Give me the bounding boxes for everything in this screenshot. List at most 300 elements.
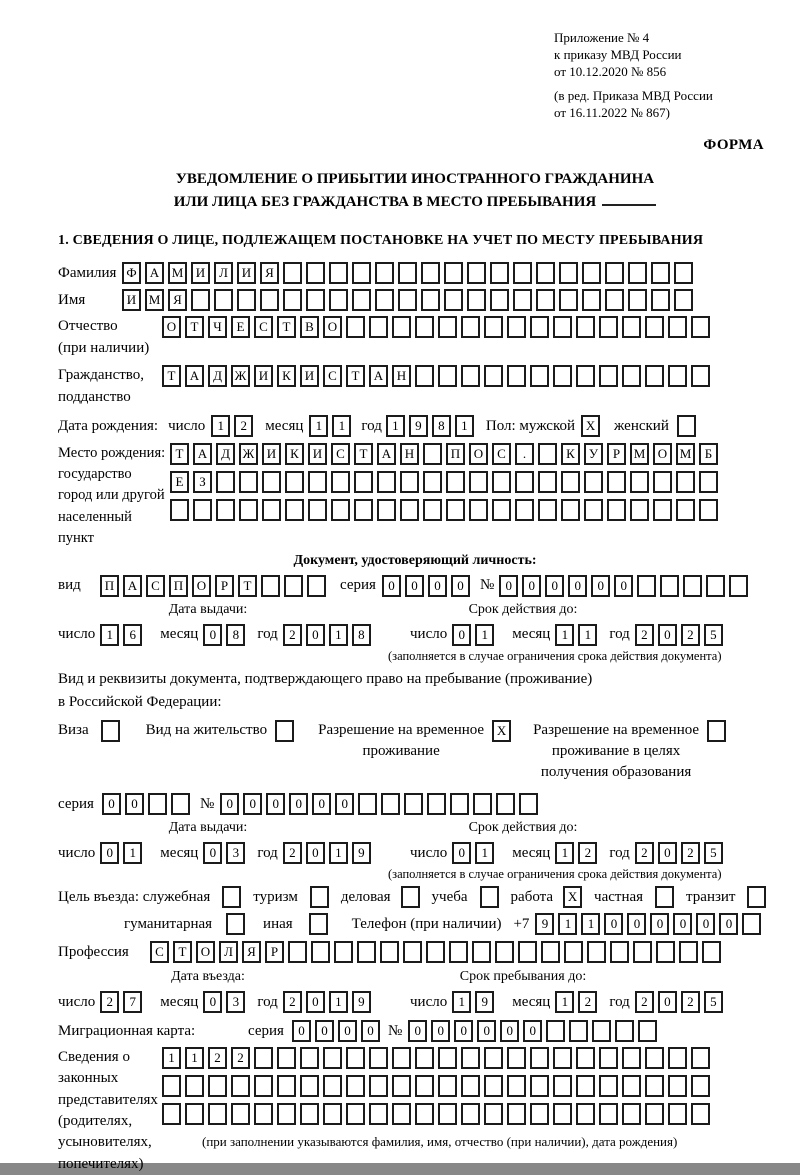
char-box[interactable] <box>162 1075 181 1097</box>
char-box[interactable] <box>653 499 672 521</box>
char-box[interactable] <box>277 1103 296 1125</box>
char-box[interactable] <box>637 575 656 597</box>
char-box[interactable]: И <box>308 443 327 465</box>
char-box[interactable] <box>449 941 468 963</box>
char-box[interactable]: 1 <box>329 842 348 864</box>
char-box[interactable] <box>446 499 465 521</box>
char-box[interactable]: Я <box>260 262 279 284</box>
char-box[interactable]: 0 <box>203 991 222 1013</box>
char-box[interactable]: М <box>145 289 164 311</box>
char-box[interactable] <box>421 262 440 284</box>
char-box[interactable] <box>415 365 434 387</box>
char-box[interactable] <box>513 289 532 311</box>
char-box[interactable] <box>592 1020 611 1042</box>
char-box[interactable] <box>628 289 647 311</box>
char-box[interactable]: Я <box>168 289 187 311</box>
char-box[interactable] <box>438 1103 457 1125</box>
char-box[interactable]: Ф <box>122 262 141 284</box>
char-box[interactable]: Р <box>215 575 234 597</box>
char-box[interactable] <box>541 941 560 963</box>
char-box[interactable] <box>329 262 348 284</box>
char-box[interactable]: 0 <box>338 1020 357 1042</box>
char-box[interactable] <box>582 289 601 311</box>
char-box[interactable] <box>538 499 557 521</box>
char-box[interactable]: Т <box>238 575 257 597</box>
char-box[interactable]: 0 <box>523 1020 542 1042</box>
char-box[interactable]: 0 <box>499 575 518 597</box>
char-box[interactable] <box>742 913 761 935</box>
char-box[interactable]: А <box>185 365 204 387</box>
char-box[interactable]: 0 <box>452 624 471 646</box>
char-box[interactable]: 1 <box>578 624 597 646</box>
char-box[interactable]: 9 <box>535 913 554 935</box>
char-box[interactable] <box>392 1075 411 1097</box>
char-box[interactable] <box>576 316 595 338</box>
char-box[interactable] <box>446 471 465 493</box>
char-box[interactable]: 0 <box>719 913 738 935</box>
char-box[interactable] <box>400 499 419 521</box>
char-box[interactable] <box>444 262 463 284</box>
char-box[interactable]: О <box>469 443 488 465</box>
char-box[interactable]: 0 <box>627 913 646 935</box>
char-box[interactable] <box>515 499 534 521</box>
char-box[interactable] <box>403 941 422 963</box>
char-box[interactable] <box>584 471 603 493</box>
char-box[interactable] <box>492 499 511 521</box>
char-box[interactable] <box>346 1047 365 1069</box>
char-box[interactable] <box>277 1075 296 1097</box>
char-box[interactable] <box>484 1047 503 1069</box>
char-box[interactable] <box>415 316 434 338</box>
char-box[interactable] <box>354 499 373 521</box>
char-box[interactable]: 8 <box>352 624 371 646</box>
char-box[interactable] <box>472 941 491 963</box>
char-box[interactable] <box>645 316 664 338</box>
char-box[interactable]: 1 <box>452 991 471 1013</box>
char-box[interactable]: 0 <box>658 991 677 1013</box>
char-box[interactable] <box>702 941 721 963</box>
char-box[interactable] <box>377 471 396 493</box>
char-box[interactable] <box>691 1047 710 1069</box>
char-box[interactable]: 2 <box>234 415 253 437</box>
char-box[interactable] <box>444 289 463 311</box>
char-box[interactable] <box>706 575 725 597</box>
char-box[interactable]: З <box>193 471 212 493</box>
char-box[interactable] <box>553 1103 572 1125</box>
char-box[interactable]: К <box>285 443 304 465</box>
char-box[interactable] <box>674 262 693 284</box>
char-box[interactable]: 2 <box>681 624 700 646</box>
char-box[interactable] <box>683 575 702 597</box>
char-box[interactable]: 2 <box>578 842 597 864</box>
char-box[interactable] <box>691 1103 710 1125</box>
char-box[interactable]: П <box>100 575 119 597</box>
char-box[interactable] <box>309 913 328 935</box>
char-box[interactable] <box>467 262 486 284</box>
char-box[interactable]: 9 <box>409 415 428 437</box>
char-box[interactable] <box>674 289 693 311</box>
char-box[interactable] <box>254 1047 273 1069</box>
char-box[interactable] <box>507 1075 526 1097</box>
char-box[interactable]: 5 <box>704 842 723 864</box>
char-box[interactable]: 1 <box>332 415 351 437</box>
char-box[interactable] <box>185 1075 204 1097</box>
char-box[interactable] <box>538 443 557 465</box>
char-box[interactable]: Е <box>231 316 250 338</box>
char-box[interactable] <box>191 289 210 311</box>
char-box[interactable] <box>582 262 601 284</box>
char-box[interactable] <box>615 1020 634 1042</box>
char-box[interactable] <box>346 1075 365 1097</box>
char-box[interactable] <box>352 289 371 311</box>
char-box[interactable] <box>599 1047 618 1069</box>
char-box[interactable] <box>357 941 376 963</box>
char-box[interactable] <box>668 1103 687 1125</box>
char-box[interactable] <box>423 471 442 493</box>
char-box[interactable] <box>530 1047 549 1069</box>
char-box[interactable] <box>633 941 652 963</box>
char-box[interactable] <box>392 1103 411 1125</box>
char-box[interactable]: П <box>446 443 465 465</box>
char-box[interactable] <box>331 471 350 493</box>
char-box[interactable]: 2 <box>100 991 119 1013</box>
char-box[interactable] <box>421 289 440 311</box>
char-box[interactable]: О <box>196 941 215 963</box>
char-box[interactable] <box>404 793 423 815</box>
char-box[interactable] <box>469 471 488 493</box>
char-box[interactable] <box>285 499 304 521</box>
char-box[interactable]: 0 <box>500 1020 519 1042</box>
char-box[interactable] <box>170 499 189 521</box>
char-box[interactable]: 0 <box>696 913 715 935</box>
char-box[interactable]: 5 <box>704 624 723 646</box>
char-box[interactable]: 0 <box>125 793 144 815</box>
char-box[interactable] <box>484 1103 503 1125</box>
char-box[interactable] <box>747 886 766 908</box>
char-box[interactable]: 1 <box>185 1047 204 1069</box>
char-box[interactable]: А <box>369 365 388 387</box>
char-box[interactable]: В <box>300 316 319 338</box>
char-box[interactable]: 0 <box>408 1020 427 1042</box>
char-box[interactable]: 0 <box>306 991 325 1013</box>
char-box[interactable]: М <box>676 443 695 465</box>
char-box[interactable] <box>651 262 670 284</box>
char-box[interactable]: 0 <box>335 793 354 815</box>
char-box[interactable] <box>553 1047 572 1069</box>
char-box[interactable] <box>308 499 327 521</box>
char-box[interactable] <box>484 365 503 387</box>
char-box[interactable] <box>308 471 327 493</box>
char-box[interactable]: 0 <box>451 575 470 597</box>
char-box[interactable] <box>530 316 549 338</box>
char-box[interactable] <box>622 1075 641 1097</box>
char-box[interactable]: 5 <box>704 991 723 1013</box>
char-box[interactable] <box>467 289 486 311</box>
char-box[interactable]: 1 <box>386 415 405 437</box>
char-box[interactable] <box>553 1075 572 1097</box>
char-box[interactable]: О <box>323 316 342 338</box>
char-box[interactable] <box>622 1047 641 1069</box>
char-box[interactable] <box>605 262 624 284</box>
char-box[interactable] <box>398 262 417 284</box>
char-box[interactable]: Ж <box>231 365 250 387</box>
char-box[interactable] <box>306 289 325 311</box>
char-box[interactable] <box>561 499 580 521</box>
char-box[interactable]: А <box>145 262 164 284</box>
char-box[interactable] <box>530 365 549 387</box>
char-box[interactable] <box>329 289 348 311</box>
char-box[interactable] <box>607 499 626 521</box>
char-box[interactable] <box>369 316 388 338</box>
char-box[interactable] <box>536 289 555 311</box>
char-box[interactable]: 0 <box>382 575 401 597</box>
char-box[interactable] <box>668 1075 687 1097</box>
char-box[interactable] <box>208 1103 227 1125</box>
char-box[interactable] <box>628 262 647 284</box>
char-box[interactable] <box>507 316 526 338</box>
char-box[interactable] <box>469 499 488 521</box>
char-box[interactable] <box>599 1075 618 1097</box>
char-box[interactable] <box>401 886 420 908</box>
char-box[interactable] <box>645 1075 664 1097</box>
char-box[interactable] <box>676 471 695 493</box>
char-box[interactable] <box>285 471 304 493</box>
char-box[interactable] <box>226 913 245 935</box>
char-box[interactable]: 0 <box>266 793 285 815</box>
char-box[interactable]: 0 <box>100 842 119 864</box>
char-box[interactable]: 2 <box>635 624 654 646</box>
char-box[interactable] <box>193 499 212 521</box>
char-box[interactable] <box>423 443 442 465</box>
char-box[interactable]: 0 <box>292 1020 311 1042</box>
char-box[interactable] <box>622 316 641 338</box>
char-box[interactable]: Л <box>214 262 233 284</box>
char-box[interactable]: 2 <box>681 842 700 864</box>
char-box[interactable] <box>239 499 258 521</box>
char-box[interactable] <box>231 1075 250 1097</box>
char-box[interactable] <box>392 1047 411 1069</box>
char-box[interactable]: 8 <box>432 415 451 437</box>
char-box[interactable] <box>284 575 303 597</box>
char-box[interactable]: 0 <box>673 913 692 935</box>
char-box[interactable]: Ж <box>239 443 258 465</box>
char-box[interactable]: X <box>581 415 600 437</box>
char-box[interactable]: 1 <box>309 415 328 437</box>
char-box[interactable] <box>538 471 557 493</box>
char-box[interactable]: 2 <box>208 1047 227 1069</box>
char-box[interactable] <box>660 575 679 597</box>
char-box[interactable] <box>473 793 492 815</box>
char-box[interactable]: 3 <box>226 991 245 1013</box>
char-box[interactable] <box>729 575 748 597</box>
char-box[interactable]: Д <box>216 443 235 465</box>
char-box[interactable]: Д <box>208 365 227 387</box>
char-box[interactable] <box>275 720 294 742</box>
char-box[interactable]: Л <box>219 941 238 963</box>
char-box[interactable] <box>369 1103 388 1125</box>
char-box[interactable]: 0 <box>306 624 325 646</box>
char-box[interactable] <box>231 1103 250 1125</box>
char-box[interactable]: Я <box>242 941 261 963</box>
char-box[interactable]: 1 <box>123 842 142 864</box>
char-box[interactable] <box>655 886 674 908</box>
char-box[interactable] <box>185 1103 204 1125</box>
char-box[interactable] <box>101 720 120 742</box>
char-box[interactable] <box>162 1103 181 1125</box>
char-box[interactable]: 0 <box>650 913 669 935</box>
char-box[interactable] <box>630 499 649 521</box>
char-box[interactable]: X <box>492 720 511 742</box>
char-box[interactable] <box>254 1075 273 1097</box>
char-box[interactable] <box>507 365 526 387</box>
char-box[interactable] <box>438 1047 457 1069</box>
char-box[interactable] <box>171 793 190 815</box>
char-box[interactable] <box>496 793 515 815</box>
char-box[interactable]: У <box>584 443 603 465</box>
char-box[interactable] <box>323 1047 342 1069</box>
char-box[interactable] <box>492 471 511 493</box>
char-box[interactable] <box>300 1075 319 1097</box>
char-box[interactable] <box>691 365 710 387</box>
char-box[interactable] <box>427 793 446 815</box>
char-box[interactable]: А <box>123 575 142 597</box>
char-box[interactable] <box>651 289 670 311</box>
char-box[interactable]: П <box>169 575 188 597</box>
char-box[interactable] <box>214 289 233 311</box>
char-box[interactable] <box>306 262 325 284</box>
char-box[interactable]: Т <box>346 365 365 387</box>
char-box[interactable]: 0 <box>220 793 239 815</box>
char-box[interactable] <box>426 941 445 963</box>
char-box[interactable]: 1 <box>555 624 574 646</box>
char-box[interactable] <box>518 941 537 963</box>
char-box[interactable] <box>380 941 399 963</box>
char-box[interactable] <box>679 941 698 963</box>
char-box[interactable]: 0 <box>452 842 471 864</box>
char-box[interactable]: Т <box>173 941 192 963</box>
char-box[interactable] <box>630 471 649 493</box>
char-box[interactable]: 0 <box>243 793 262 815</box>
char-box[interactable]: Р <box>265 941 284 963</box>
char-box[interactable]: 2 <box>635 842 654 864</box>
char-box[interactable]: К <box>561 443 580 465</box>
char-box[interactable]: Б <box>699 443 718 465</box>
char-box[interactable] <box>569 1020 588 1042</box>
char-box[interactable] <box>216 471 235 493</box>
char-box[interactable] <box>392 316 411 338</box>
char-box[interactable] <box>638 1020 657 1042</box>
char-box[interactable]: Т <box>277 316 296 338</box>
char-box[interactable]: Т <box>170 443 189 465</box>
char-box[interactable]: 2 <box>231 1047 250 1069</box>
char-box[interactable]: 1 <box>555 991 574 1013</box>
char-box[interactable] <box>610 941 629 963</box>
char-box[interactable] <box>536 262 555 284</box>
char-box[interactable] <box>216 499 235 521</box>
char-box[interactable]: О <box>653 443 672 465</box>
char-box[interactable]: 1 <box>475 842 494 864</box>
char-box[interactable]: И <box>300 365 319 387</box>
char-box[interactable]: 9 <box>352 842 371 864</box>
char-box[interactable]: Т <box>185 316 204 338</box>
char-box[interactable]: О <box>162 316 181 338</box>
char-box[interactable] <box>323 1103 342 1125</box>
char-box[interactable] <box>461 365 480 387</box>
char-box[interactable]: Ч <box>208 316 227 338</box>
char-box[interactable] <box>519 793 538 815</box>
char-box[interactable]: С <box>254 316 273 338</box>
char-box[interactable] <box>208 1075 227 1097</box>
char-box[interactable]: С <box>150 941 169 963</box>
char-box[interactable] <box>553 365 572 387</box>
char-box[interactable]: 9 <box>352 991 371 1013</box>
char-box[interactable] <box>300 1103 319 1125</box>
char-box[interactable] <box>576 1075 595 1097</box>
char-box[interactable] <box>546 1020 565 1042</box>
char-box[interactable] <box>423 499 442 521</box>
char-box[interactable] <box>668 316 687 338</box>
char-box[interactable]: И <box>237 262 256 284</box>
char-box[interactable]: 0 <box>431 1020 450 1042</box>
char-box[interactable] <box>438 1075 457 1097</box>
char-box[interactable]: 1 <box>329 624 348 646</box>
char-box[interactable] <box>691 1075 710 1097</box>
char-box[interactable]: 0 <box>312 793 331 815</box>
char-box[interactable] <box>461 316 480 338</box>
char-box[interactable]: М <box>630 443 649 465</box>
char-box[interactable]: 2 <box>283 842 302 864</box>
char-box[interactable]: 1 <box>329 991 348 1013</box>
char-box[interactable] <box>277 1047 296 1069</box>
char-box[interactable] <box>677 415 696 437</box>
char-box[interactable] <box>645 365 664 387</box>
char-box[interactable]: Н <box>400 443 419 465</box>
char-box[interactable] <box>587 941 606 963</box>
char-box[interactable] <box>334 941 353 963</box>
char-box[interactable]: 0 <box>289 793 308 815</box>
char-box[interactable]: 0 <box>477 1020 496 1042</box>
char-box[interactable]: О <box>192 575 211 597</box>
char-box[interactable]: А <box>377 443 396 465</box>
char-box[interactable] <box>352 262 371 284</box>
char-box[interactable] <box>576 365 595 387</box>
char-box[interactable] <box>699 499 718 521</box>
char-box[interactable] <box>559 262 578 284</box>
char-box[interactable] <box>576 1103 595 1125</box>
char-box[interactable] <box>461 1075 480 1097</box>
char-box[interactable]: С <box>323 365 342 387</box>
char-box[interactable]: Т <box>162 365 181 387</box>
char-box[interactable]: 0 <box>102 793 121 815</box>
char-box[interactable] <box>622 1103 641 1125</box>
char-box[interactable] <box>656 941 675 963</box>
char-box[interactable] <box>484 1075 503 1097</box>
char-box[interactable]: 2 <box>635 991 654 1013</box>
char-box[interactable] <box>645 1103 664 1125</box>
char-box[interactable]: 0 <box>568 575 587 597</box>
char-box[interactable]: 0 <box>454 1020 473 1042</box>
char-box[interactable]: Р <box>607 443 626 465</box>
char-box[interactable]: 0 <box>522 575 541 597</box>
char-box[interactable] <box>530 1075 549 1097</box>
char-box[interactable] <box>346 316 365 338</box>
char-box[interactable]: С <box>146 575 165 597</box>
char-box[interactable]: Н <box>392 365 411 387</box>
char-box[interactable] <box>369 1047 388 1069</box>
char-box[interactable]: 1 <box>100 624 119 646</box>
char-box[interactable] <box>260 289 279 311</box>
char-box[interactable]: 1 <box>162 1047 181 1069</box>
